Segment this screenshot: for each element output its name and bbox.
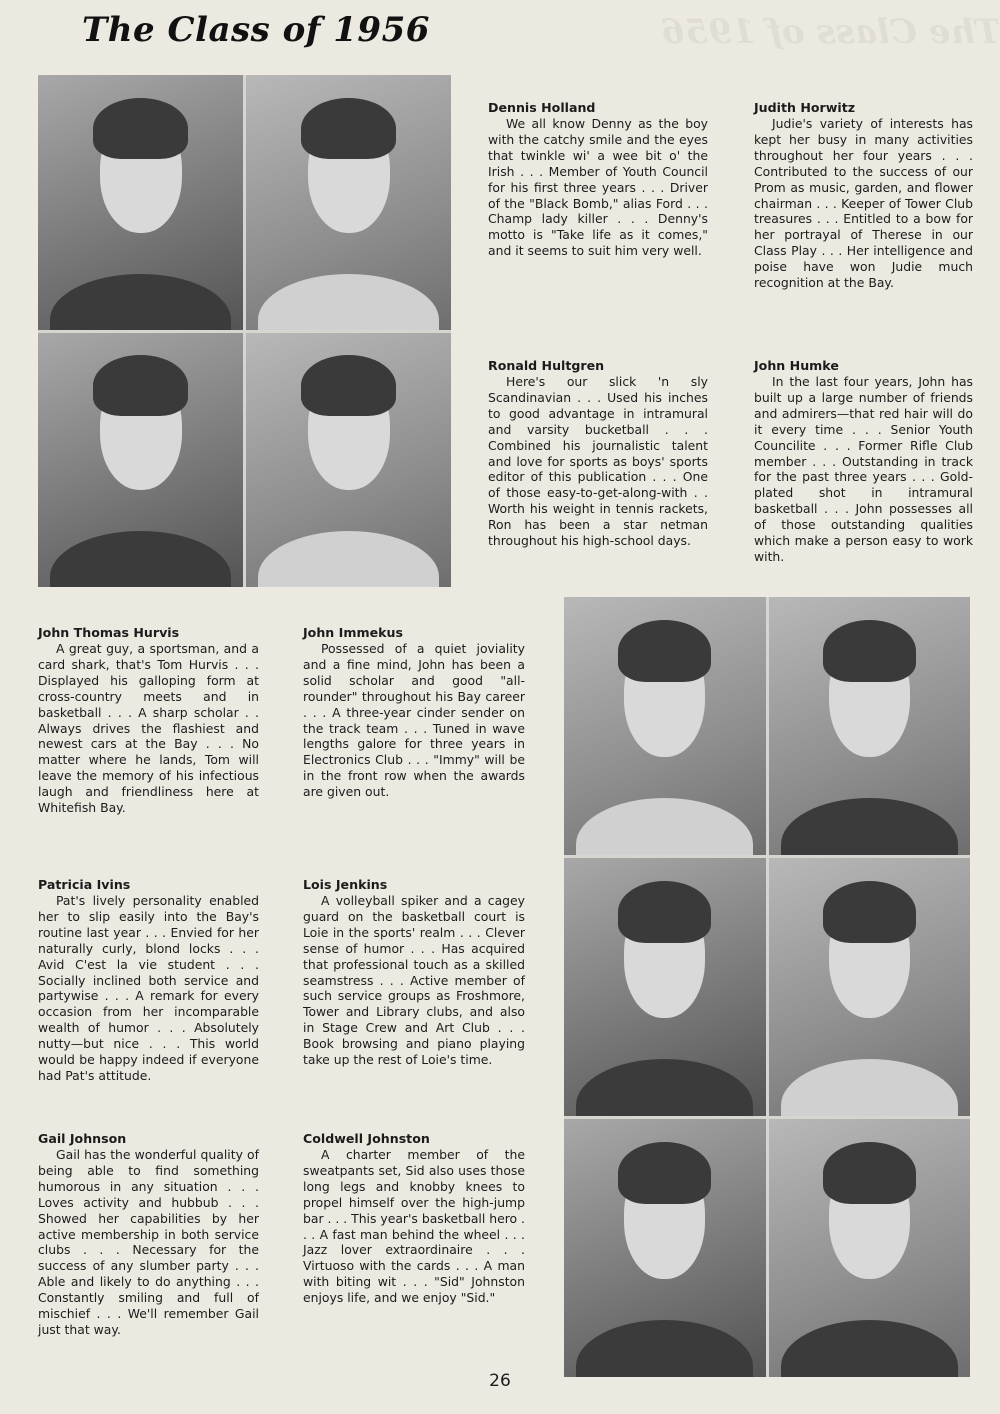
portrait-gail-johnson xyxy=(564,1119,766,1377)
student-bio: Pat's lively personality enabled her to slip easily into the Bay's routine last year . . . Envied for her naturally curly, blond locks . . . Avid C'est la vie student . . . Socially inclined both service and partywise . . . A remark for every occasion from her incomparable wealth of humor . . . Absolutely nutty—but nice . . . This world would be happy indeed if everyone had Pat's attitude. xyxy=(38,893,259,1083)
student-bio: Here's our slick 'n sly Scandinavian . . . Used his inches to good advantage in intramural and varsity bucketball . . . Combined his journalistic talent and love for sports as boys' sports editor of this publication . . . One of those easy-to-get-along-with . . Worth his weight in tennis rackets, Ron has been a star netman throughout his high-school days. xyxy=(488,374,708,549)
student-name: Patricia Ivins xyxy=(38,877,131,892)
student-name: Dennis Holland xyxy=(488,100,596,115)
portrait-grid-right xyxy=(564,597,970,1377)
bio-coldwell-johnston xyxy=(303,1131,525,1306)
bio-john-humke xyxy=(754,358,973,565)
student-bio: Gail has the wonderful quality of being able to find something humorous in any situation . . . Loves activity and hubbub . . . Showed her capabilities by her active membership in both service clubs . . . Necessary for the success of any slumber party . . . Able and likely to do anything . . . Constantly smiling and full of mischief . . . We'll remember Gail just that way. xyxy=(38,1147,259,1337)
student-name: John Immekus xyxy=(303,625,403,640)
bio-judith-horwitz xyxy=(754,100,973,291)
student-name: John Thomas Hurvis xyxy=(38,625,180,640)
portrait-coldwell-johnston xyxy=(769,1119,971,1377)
portrait-lois-jenkins xyxy=(769,858,971,1116)
student-bio: In the last four years, John has built up a large number of friends and admirers—that red hair will do it every time . . . Senior Youth Councilite . . . Former Rifle Club member . . . Outstanding in track for the past three years . . . Gold-plated shot in intramural basketball . . . John possesses all of those outstanding qualities which make a person easy to work with. xyxy=(754,374,973,564)
student-name: Judith Horwitz xyxy=(754,100,856,115)
bio-lois-jenkins xyxy=(303,877,525,1068)
portrait-john-immekus xyxy=(769,597,971,855)
bio-ronald-hultgren xyxy=(488,358,708,549)
student-name: Lois Jenkins xyxy=(303,877,388,892)
student-name: Gail Johnson xyxy=(38,1131,127,1146)
student-name: Ronald Hultgren xyxy=(488,358,605,373)
portrait-patricia-ivins xyxy=(564,858,766,1116)
student-name: John Humke xyxy=(754,358,839,373)
portrait-ronald-hultgren xyxy=(38,333,243,588)
student-bio: Judie's variety of interests has kept her busy in many activities throughout her four years . . . Contributed to the success of our Prom as music, garden, and flower chairman . . . Keeper of Tower Club treasures . . . Entitled to a bow for her portrayal of Therese in our Class Play . . . Her intelligence and poise have won Judie much recognition at the Bay. xyxy=(754,116,973,291)
bio-patricia-ivins xyxy=(38,877,259,1084)
bio-john-immekus xyxy=(303,625,525,800)
portrait-john-humke xyxy=(246,333,451,588)
student-name: Coldwell Johnston xyxy=(303,1131,430,1146)
bleed-through-title: The Class of 1956 xyxy=(660,12,1000,52)
portrait-grid-top xyxy=(38,75,451,587)
student-bio: Possessed of a quiet joviality and a fine mind, John has been a solid scholar and good "all-rounder" throughout his Bay career . . . A three-year cinder sender on the track team . . . Tuned in wave lengths galore for three years in Electronics Club . . . "Immy" will be in the front row when the awards are given out. xyxy=(303,641,525,800)
portrait-dennis-holland xyxy=(38,75,243,330)
bio-dennis-holland xyxy=(488,100,708,259)
student-bio: A volleyball spiker and a cagey guard on the basketball court is Loie in the sports' realm . . . Clever sense of humor . . . Has acquired that professional touch as a skilled seamstress . . . Active member of such service groups as Froshmore, Tower and Library clubs, and also in Stage Crew and Art Club . . . Book browsing and piano playing take up the rest of Loie's time. xyxy=(303,893,525,1068)
student-bio: A great guy, a sportsman, and a card shark, that's Tom Hurvis . . . Displayed his galloping form at cross-country meets and in basketball . . . A sharp scholar . . Always drives the flashiest and newest cars at the Bay . . . No matter where he lands, Tom will leave the memory of his infectious laugh and friendliness here at Whitefish Bay. xyxy=(38,641,259,816)
bio-gail-johnson xyxy=(38,1131,259,1338)
bio-john-thomas-hurvis xyxy=(38,625,259,816)
student-bio: A charter member of the sweatpants set, Sid also uses those long legs and knobby knees to propel himself over the high-jump bar . . . This year's basketball hero . . . A fast man behind the wheel . . . Jazz lover extraordinaire . . . Virtuoso with the cards . . . A man with biting wit . . . "Sid" Johnston enjoys life, and we enjoy "Sid." xyxy=(303,1147,525,1306)
page-number: 26 xyxy=(489,1371,511,1391)
student-bio: We all know Denny as the boy with the catchy smile and the eyes that twinkle wi' a wee bit o' the Irish . . . Member of Youth Council for his first three years . . . Driver of the "Black Bomb," alias Ford . . . Champ lady killer . . . Denny's motto is "Take life as it comes," and it seems to suit him very well. xyxy=(488,116,708,259)
page-title: The Class of 1956 xyxy=(82,10,430,50)
portrait-john-thomas-hurvis xyxy=(564,597,766,855)
portrait-judith-horwitz xyxy=(246,75,451,330)
